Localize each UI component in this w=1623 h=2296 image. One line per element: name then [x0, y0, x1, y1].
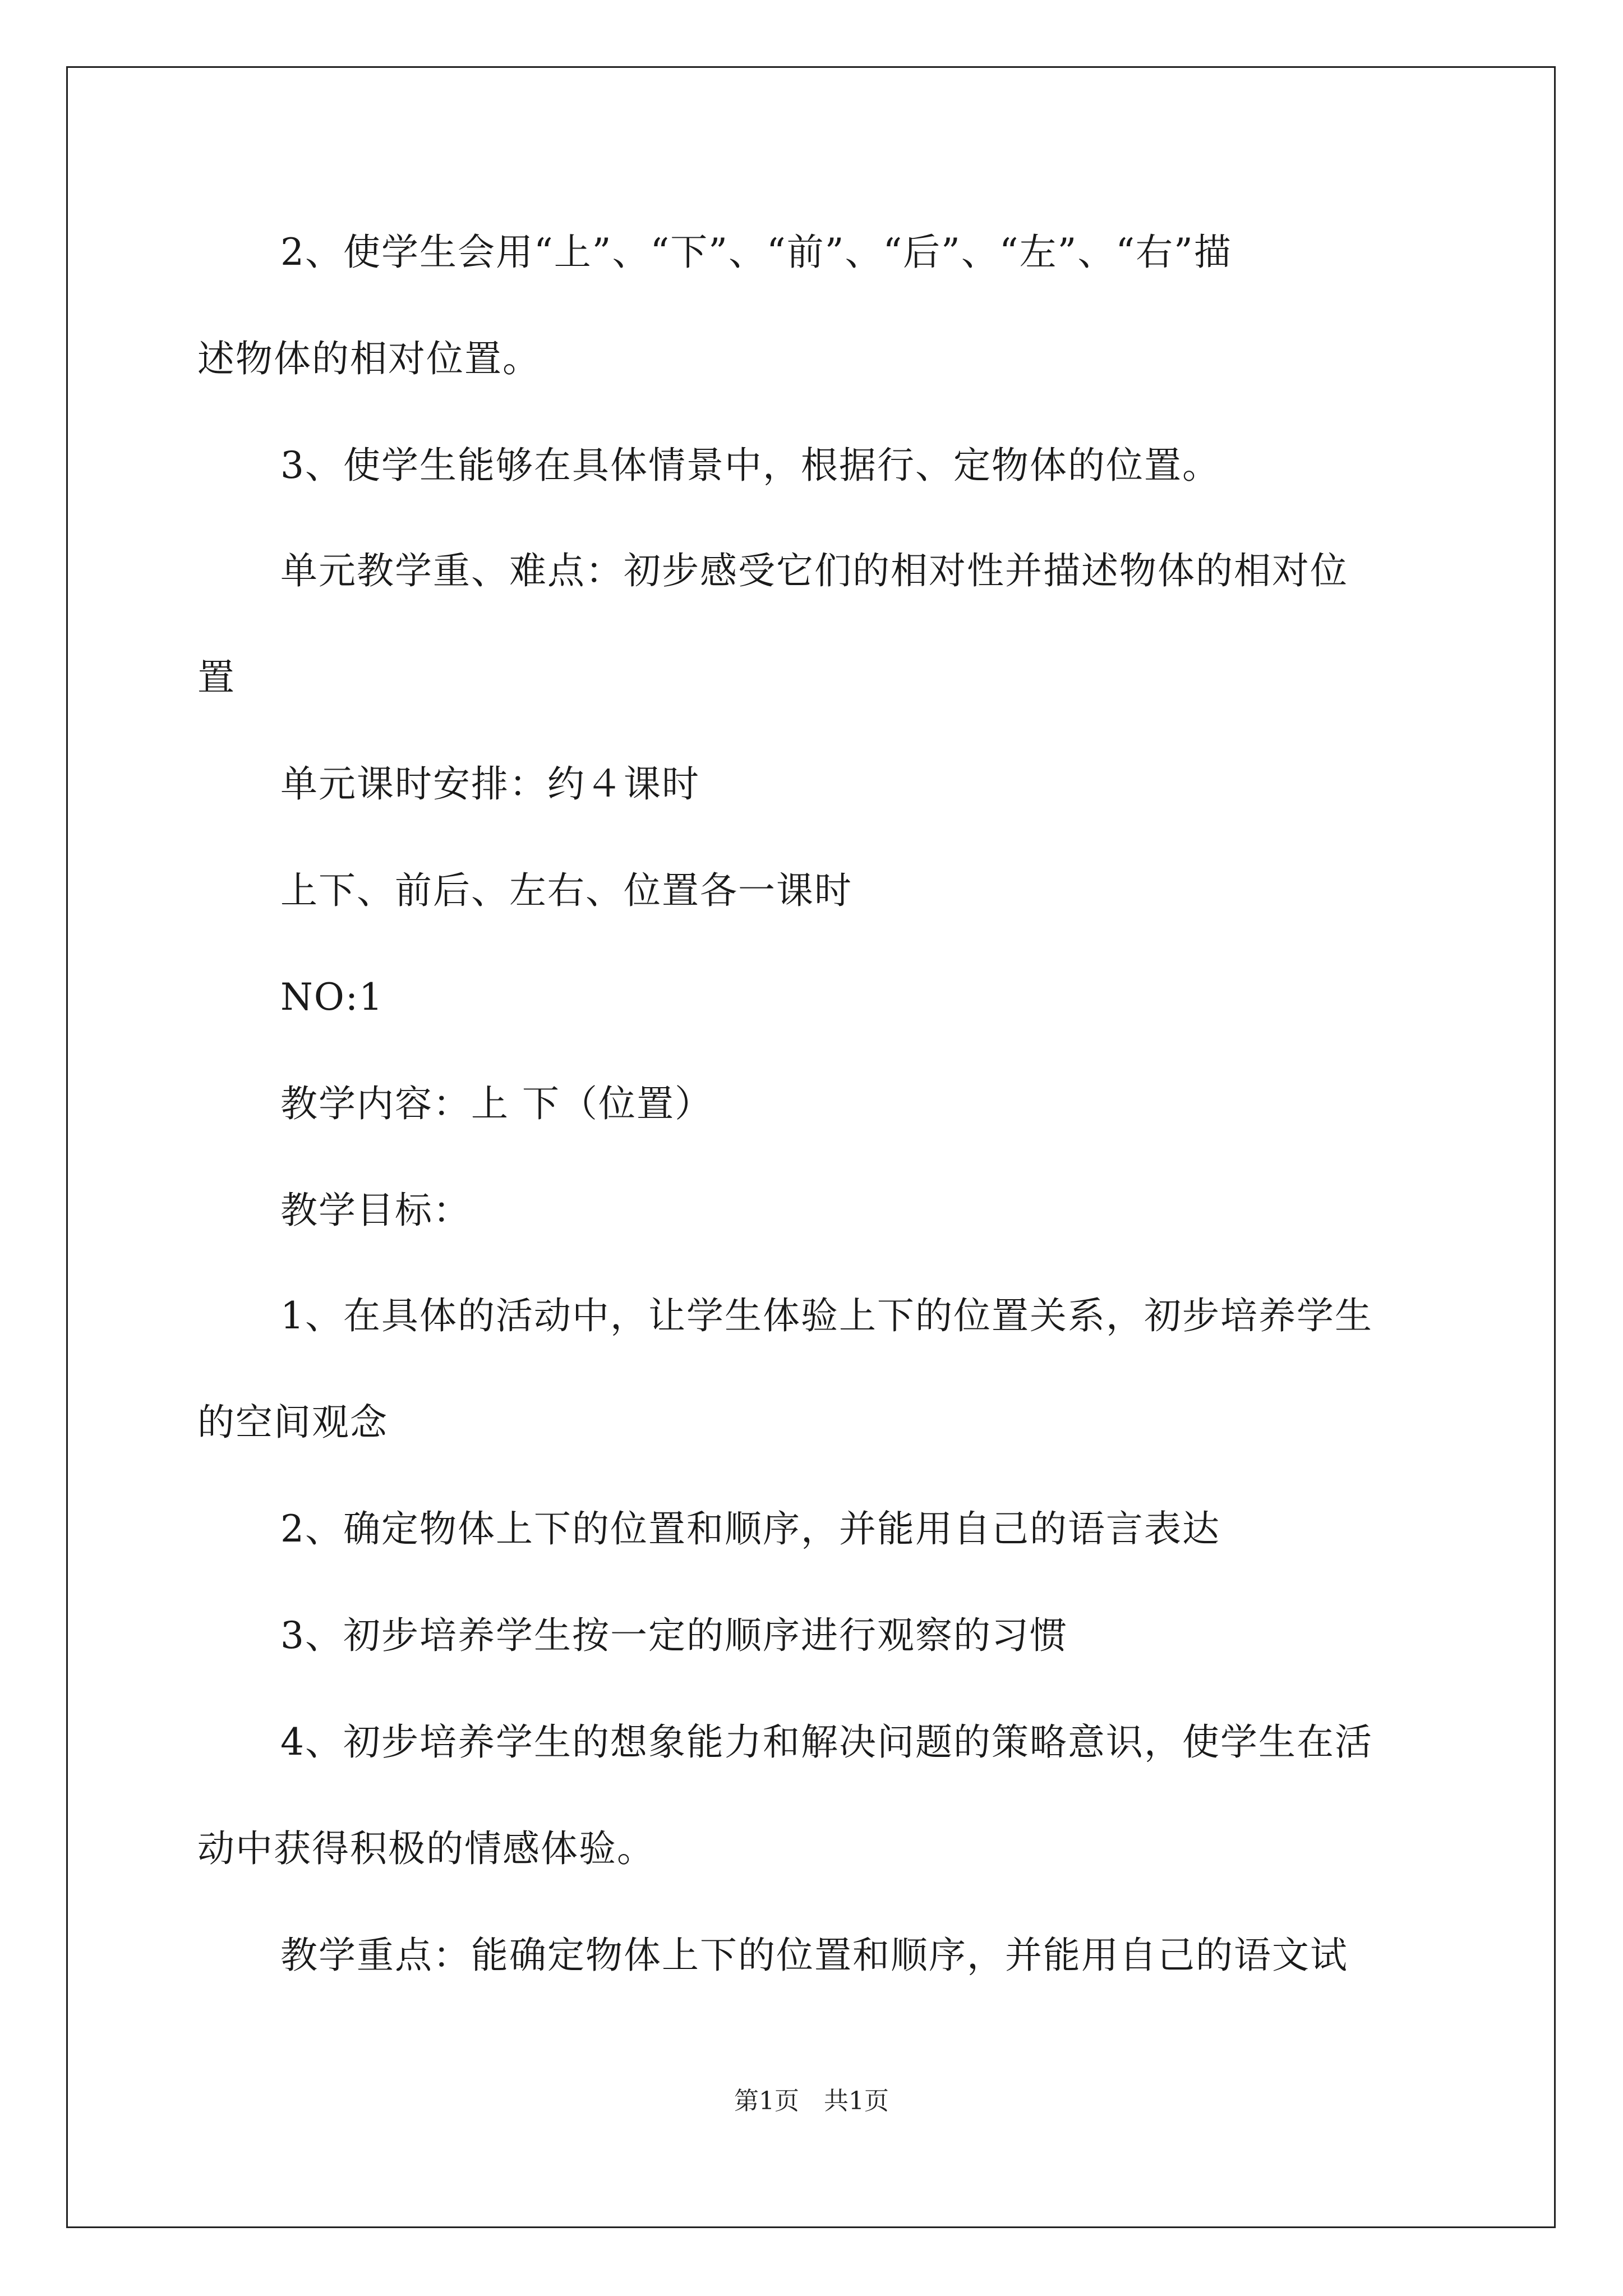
paragraph-line: NO:1 [280, 976, 384, 1019]
paragraph-line: 1、在具体的活动中，让学生体验上下的位置关系，初步培养学生 [280, 1294, 1373, 1337]
paragraph-line: 动中获得积极的情感体验。 [197, 1827, 655, 1870]
paragraph-line: 单元教学重、难点：初步感受它们的相对性并描述物体的相对位 [280, 549, 1348, 592]
paragraph-line: 2、确定物体上下的位置和顺序，并能用自己的语言表达 [280, 1507, 1220, 1550]
paragraph-line: 教学目标： [280, 1189, 471, 1232]
paragraph-line: 上下、前后、左右、位置各一课时 [280, 869, 852, 912]
paragraph-line: 4、初步培养学生的想象能力和解决问题的策略意识，使学生在活 [280, 1720, 1373, 1764]
paragraph-line: 3、使学生能够在具体情景中，根据行、定物体的位置。 [280, 444, 1220, 487]
paragraph-line: 单元课时安排：约４课时 [280, 762, 700, 806]
paragraph-line: 置 [197, 656, 236, 699]
paragraph-line: 教学重点：能确定物体上下的位置和顺序，并能用自己的语文试 [280, 1934, 1348, 1977]
paragraph-line: 述物体的相对位置。 [197, 337, 541, 380]
paragraph-line: 2、使学生会用“上”、“下”、“前”、“后”、“左”、“右”描 [280, 231, 1232, 274]
paragraph-line: 教学内容：上 下（位置） [280, 1082, 713, 1125]
paragraph-line: 3、初步培养学生按一定的顺序进行观察的习惯 [280, 1614, 1068, 1657]
page-border [66, 66, 1556, 2228]
page-footer: 第1页 共1页 [734, 2087, 889, 2115]
paragraph-line: 的空间观念 [197, 1401, 388, 1444]
